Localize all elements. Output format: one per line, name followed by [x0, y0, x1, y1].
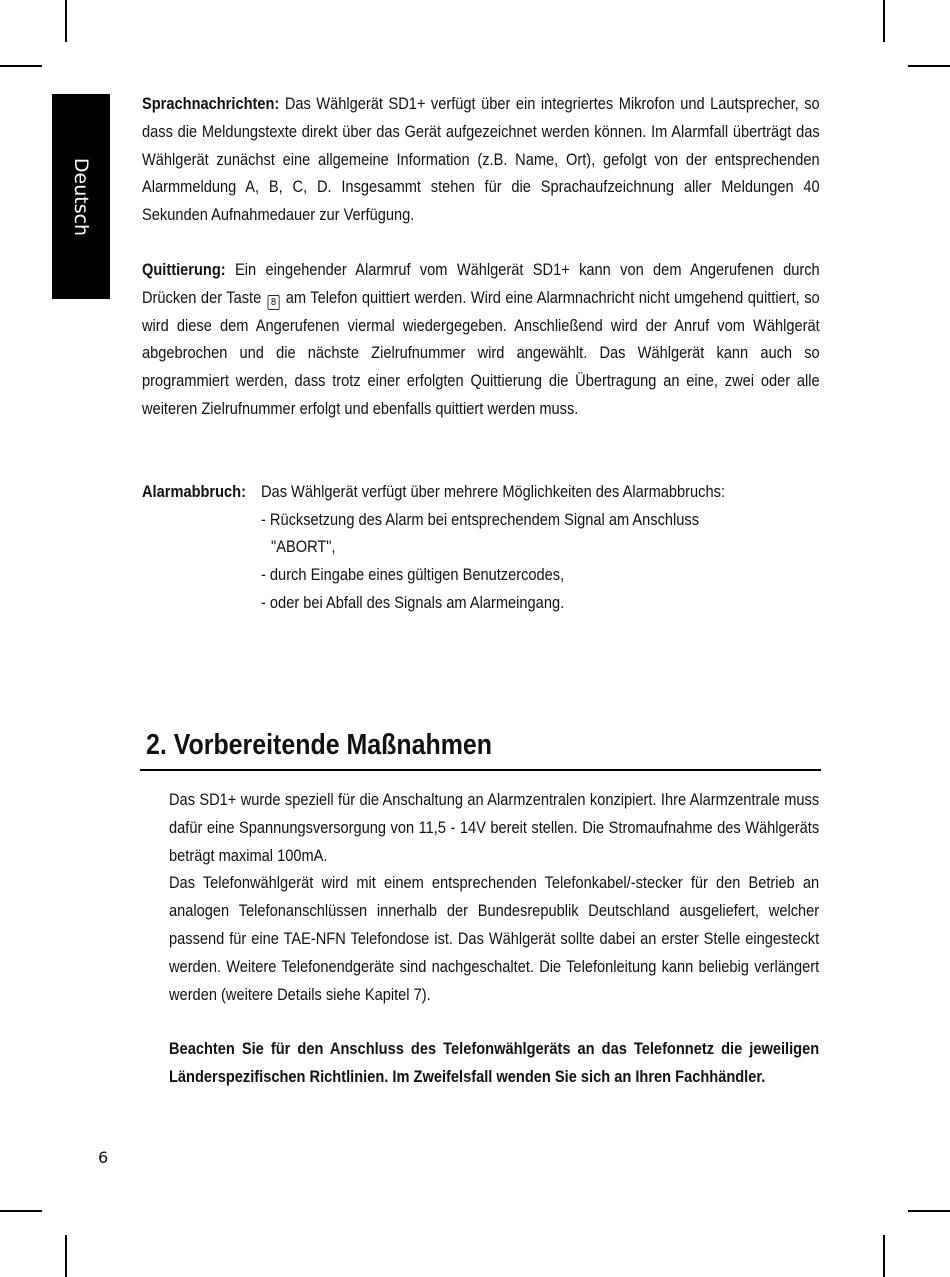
- alarmabbruch-intro: Das Wählgerät verfügt über mehrere Möglichkeiten des Alarmabbruchs:: [261, 482, 726, 501]
- crop-mark: [65, 1235, 67, 1277]
- alarmabbruch-item: - durch Eingabe eines gültigen Benutzercodes,: [261, 565, 565, 584]
- crop-mark: [883, 1235, 885, 1277]
- section2-paragraph: Das SD1+ wurde speziell für die Anschaltung an Alarmzentralen konzipiert. Ihre Alarmzentrale muss dafür eine Spannungsversorgung von 11,5 - 14V bereit stellen. Die Stromaufnahme des Wählgeräts beträgt maximal 100mA.: [169, 790, 820, 865]
- alarmabbruch-item: - Rücksetzung des Alarm bei entsprechendem Signal am Anschluss: [261, 510, 700, 529]
- sprachnachrichten-text: Das Wählgerät SD1+ verfügt über ein integriertes Mikrofon und Lautsprecher, so dass die Meldungstexte direkt über das Gerät aufgezeichnet werden können. Im Alarmfall überträgt das Wählgerät zunächst eine allgemeine Information (z.B. Name, Ort), gefolgt von der entsprechenden Alarmmeldung A, B, C, D. Insgesammt stehen für die Sprachaufzeichnung aller Meldungen 40 Sekunden Aufnahmedauer zur Verfügung.: [142, 94, 820, 225]
- alarmabbruch-item-continuation: "ABORT",: [271, 537, 336, 556]
- sprachnachrichten-label: Sprachnachrichten:: [142, 94, 280, 113]
- quittierung-text-1: Ein eingehender Alarmruf vom Wählgerät SD1+ kann von dem Angerufenen durch Drücken der Taste: [142, 260, 820, 307]
- quittierung-label: Quittierung:: [142, 260, 226, 279]
- quittierung-text-2: am Telefon quittiert werden. Wird eine Alarmnachricht nicht umgehend quittiert, so wird diese dem Angerufenen viermal wiedergegeben. Anschließend wird der Anruf vom Wählgerät abgebrochen und die nächste Zielrufnummer wird angewählt. Das Wählgerät kann auch so programmiert werden, dass trotz einer erfolgten Quittierung die Übertragung an eine, zwei oder alle weiteren Zielrufnummer erfolgt und ebenfalls quittiert werden muss.: [142, 287, 820, 418]
- paragraph-sprachnachrichten: [142, 90, 820, 229]
- section2-body: [169, 786, 819, 1008]
- section2-note: Beachten Sie für den Anschluss des Telefonwählgeräts an das Telefonnetz die jeweiligen Länderspezifischen Richtlinien. Im Zweifelsfall wenden Sie sich an Ihren Fachhändler.: [169, 1039, 820, 1086]
- phone-key-icon: 8: [267, 295, 279, 310]
- crop-mark: [883, 0, 885, 42]
- language-tab: [52, 94, 110, 299]
- section-divider: [140, 769, 821, 771]
- crop-mark: [908, 65, 950, 67]
- crop-mark: [65, 0, 67, 42]
- alarmabbruch-label: Alarmabbruch:: [142, 482, 246, 501]
- paragraph-quittierung: [142, 256, 820, 423]
- language-tab-label: Deutsch: [70, 157, 92, 236]
- alarmabbruch-item: - oder bei Abfall des Signals am Alarmeingang.: [261, 593, 565, 612]
- crop-mark: [908, 1210, 950, 1212]
- section-title: 2. Vorbereitende Maßnahmen: [146, 729, 493, 761]
- crop-mark: [0, 1210, 42, 1212]
- page-number: 6: [98, 1148, 109, 1167]
- crop-mark: [0, 65, 42, 67]
- section2-paragraph: Das Telefonwählgerät wird mit einem entsprechenden Telefonkabel/-stecker für den Betrieb an analogen Telefonanschlüssen innerhalb der Bundesrepublik Deutschland ausgeliefert, welcher passend für eine TAE-NFN Telefondose ist. Das Wählgerät sollte dabei an erster Stelle eingesteckt werden. Weitere Telefonendgeräte sind nachgeschaltet. Die Telefonleitung kann beliebig verlängert werden (weitere Details siehe Kapitel 7).: [169, 873, 820, 1004]
